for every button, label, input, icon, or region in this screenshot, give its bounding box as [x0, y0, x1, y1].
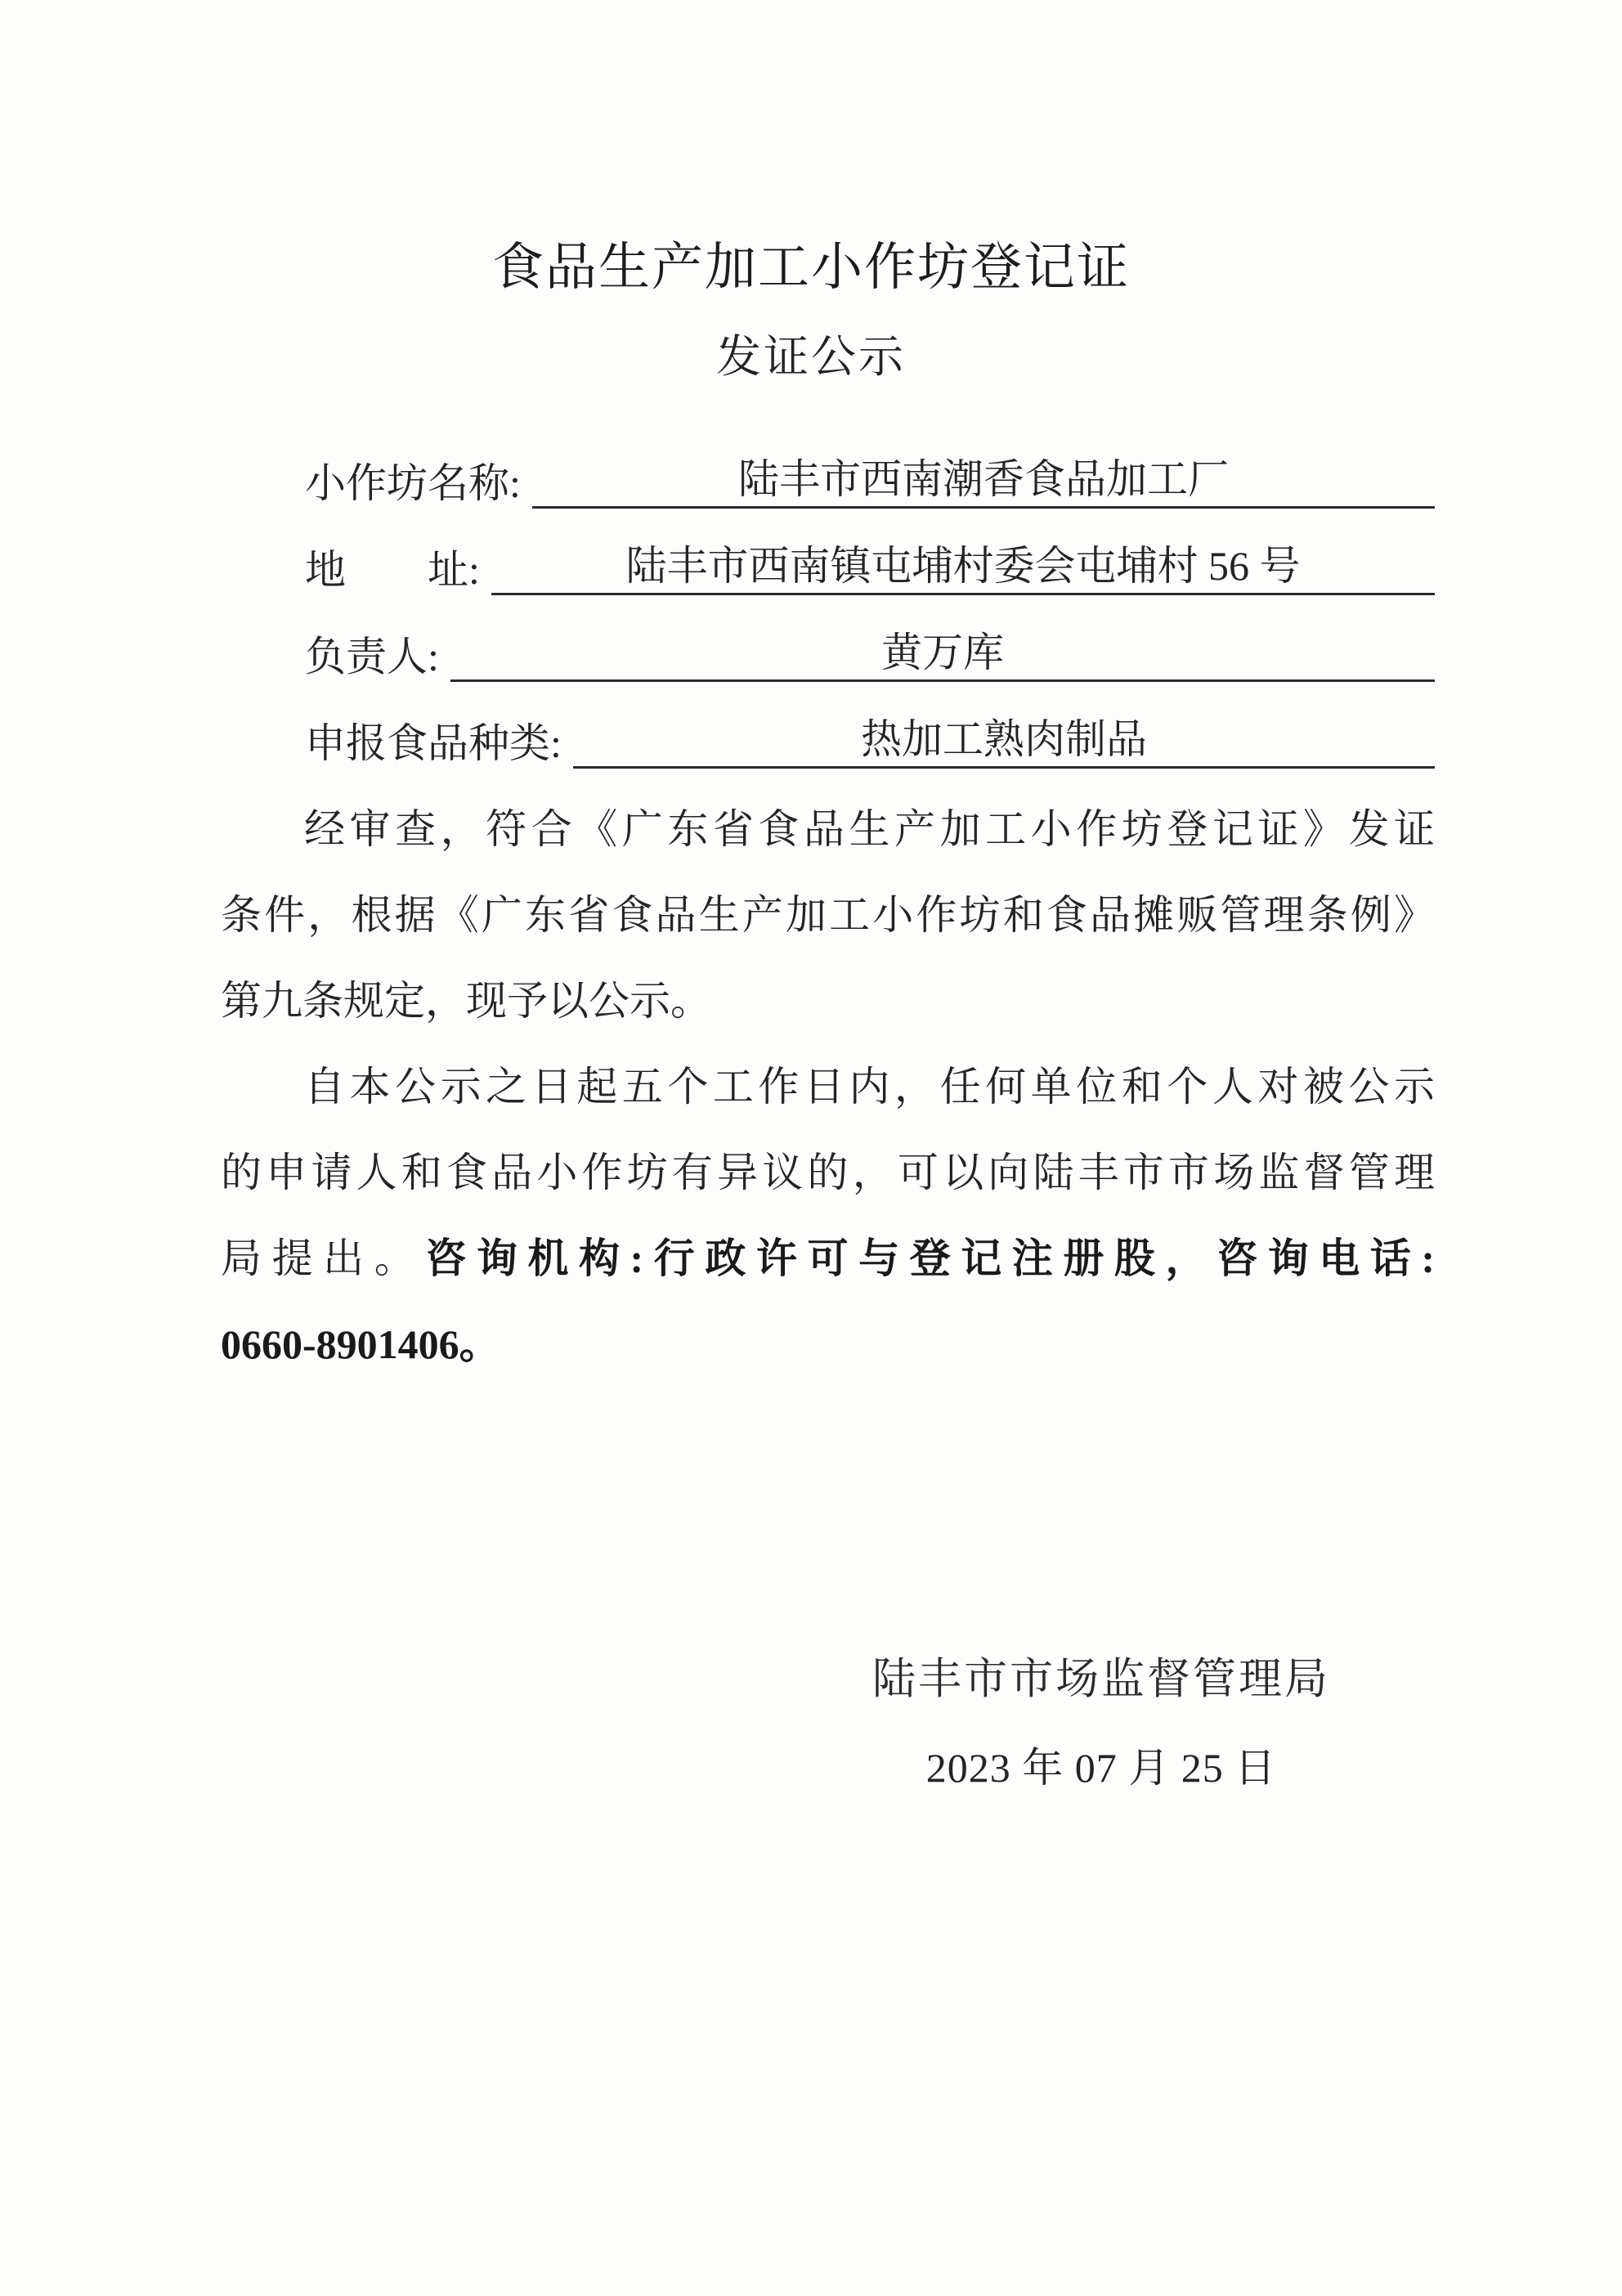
person-in-charge-value: 黄万库	[880, 629, 1004, 675]
address-value: 陆丰市西南镇屯埔村委会屯埔村 56 号	[625, 542, 1301, 589]
paragraph2-line1: 自本公示之日起五个工作日内，任何单位和个人对被公示	[304, 1064, 1435, 1110]
paragraph1-line2: 条件，根据《广东省食品生产加工小作坊和食品摊贩管理条例》	[221, 892, 1435, 938]
signature-block	[872, 1656, 1330, 1791]
form-row-workshop-name	[305, 422, 1435, 509]
food-category-value: 热加工熟肉制品	[860, 715, 1147, 762]
form-row-person-in-charge	[305, 595, 1435, 682]
issue-date: 2023 年 07 月 25 日	[925, 1745, 1277, 1791]
form-row-food-category	[305, 682, 1435, 769]
food-category-underline	[573, 716, 1435, 769]
document-title: 食品生产加工小作坊登记证	[492, 239, 1130, 296]
paragraph1-line3: 第九条规定，现予以公示。	[221, 978, 711, 1024]
person-in-charge-underline	[450, 630, 1435, 683]
body-text	[221, 787, 1435, 1388]
address-label: 地 址:	[305, 547, 480, 593]
contact-office-bold-text: 咨询机构:行政许可与登记注册股，咨询电话:	[425, 1235, 1435, 1281]
form-row-address	[305, 509, 1435, 595]
paragraph2-line3-normal: 局提出。	[221, 1235, 426, 1281]
paragraph2-line2: 的申请人和食品小作坊有异议的，可以向陆丰市市场监督管理	[221, 1150, 1435, 1195]
paragraph1-line1: 经审查，符合《广东省食品生产加工小作坊登记证》发证	[304, 806, 1435, 852]
person-in-charge-label: 负责人:	[305, 634, 439, 679]
address-underline	[491, 543, 1435, 596]
contact-phone-number: 0660-8901406。	[221, 1321, 500, 1367]
issuing-authority: 陆丰市市场监督管理局	[872, 1656, 1330, 1703]
workshop-name-value: 陆丰市西南潮香食品加工厂	[737, 455, 1229, 502]
food-category-label: 申报食品种类:	[305, 720, 562, 766]
paragraph2-line3	[221, 1216, 1435, 1302]
document-subtitle: 发证公示	[715, 332, 906, 382]
registration-form	[305, 422, 1435, 769]
workshop-name-underline	[532, 456, 1435, 509]
workshop-name-label: 小作坊名称:	[305, 460, 521, 506]
